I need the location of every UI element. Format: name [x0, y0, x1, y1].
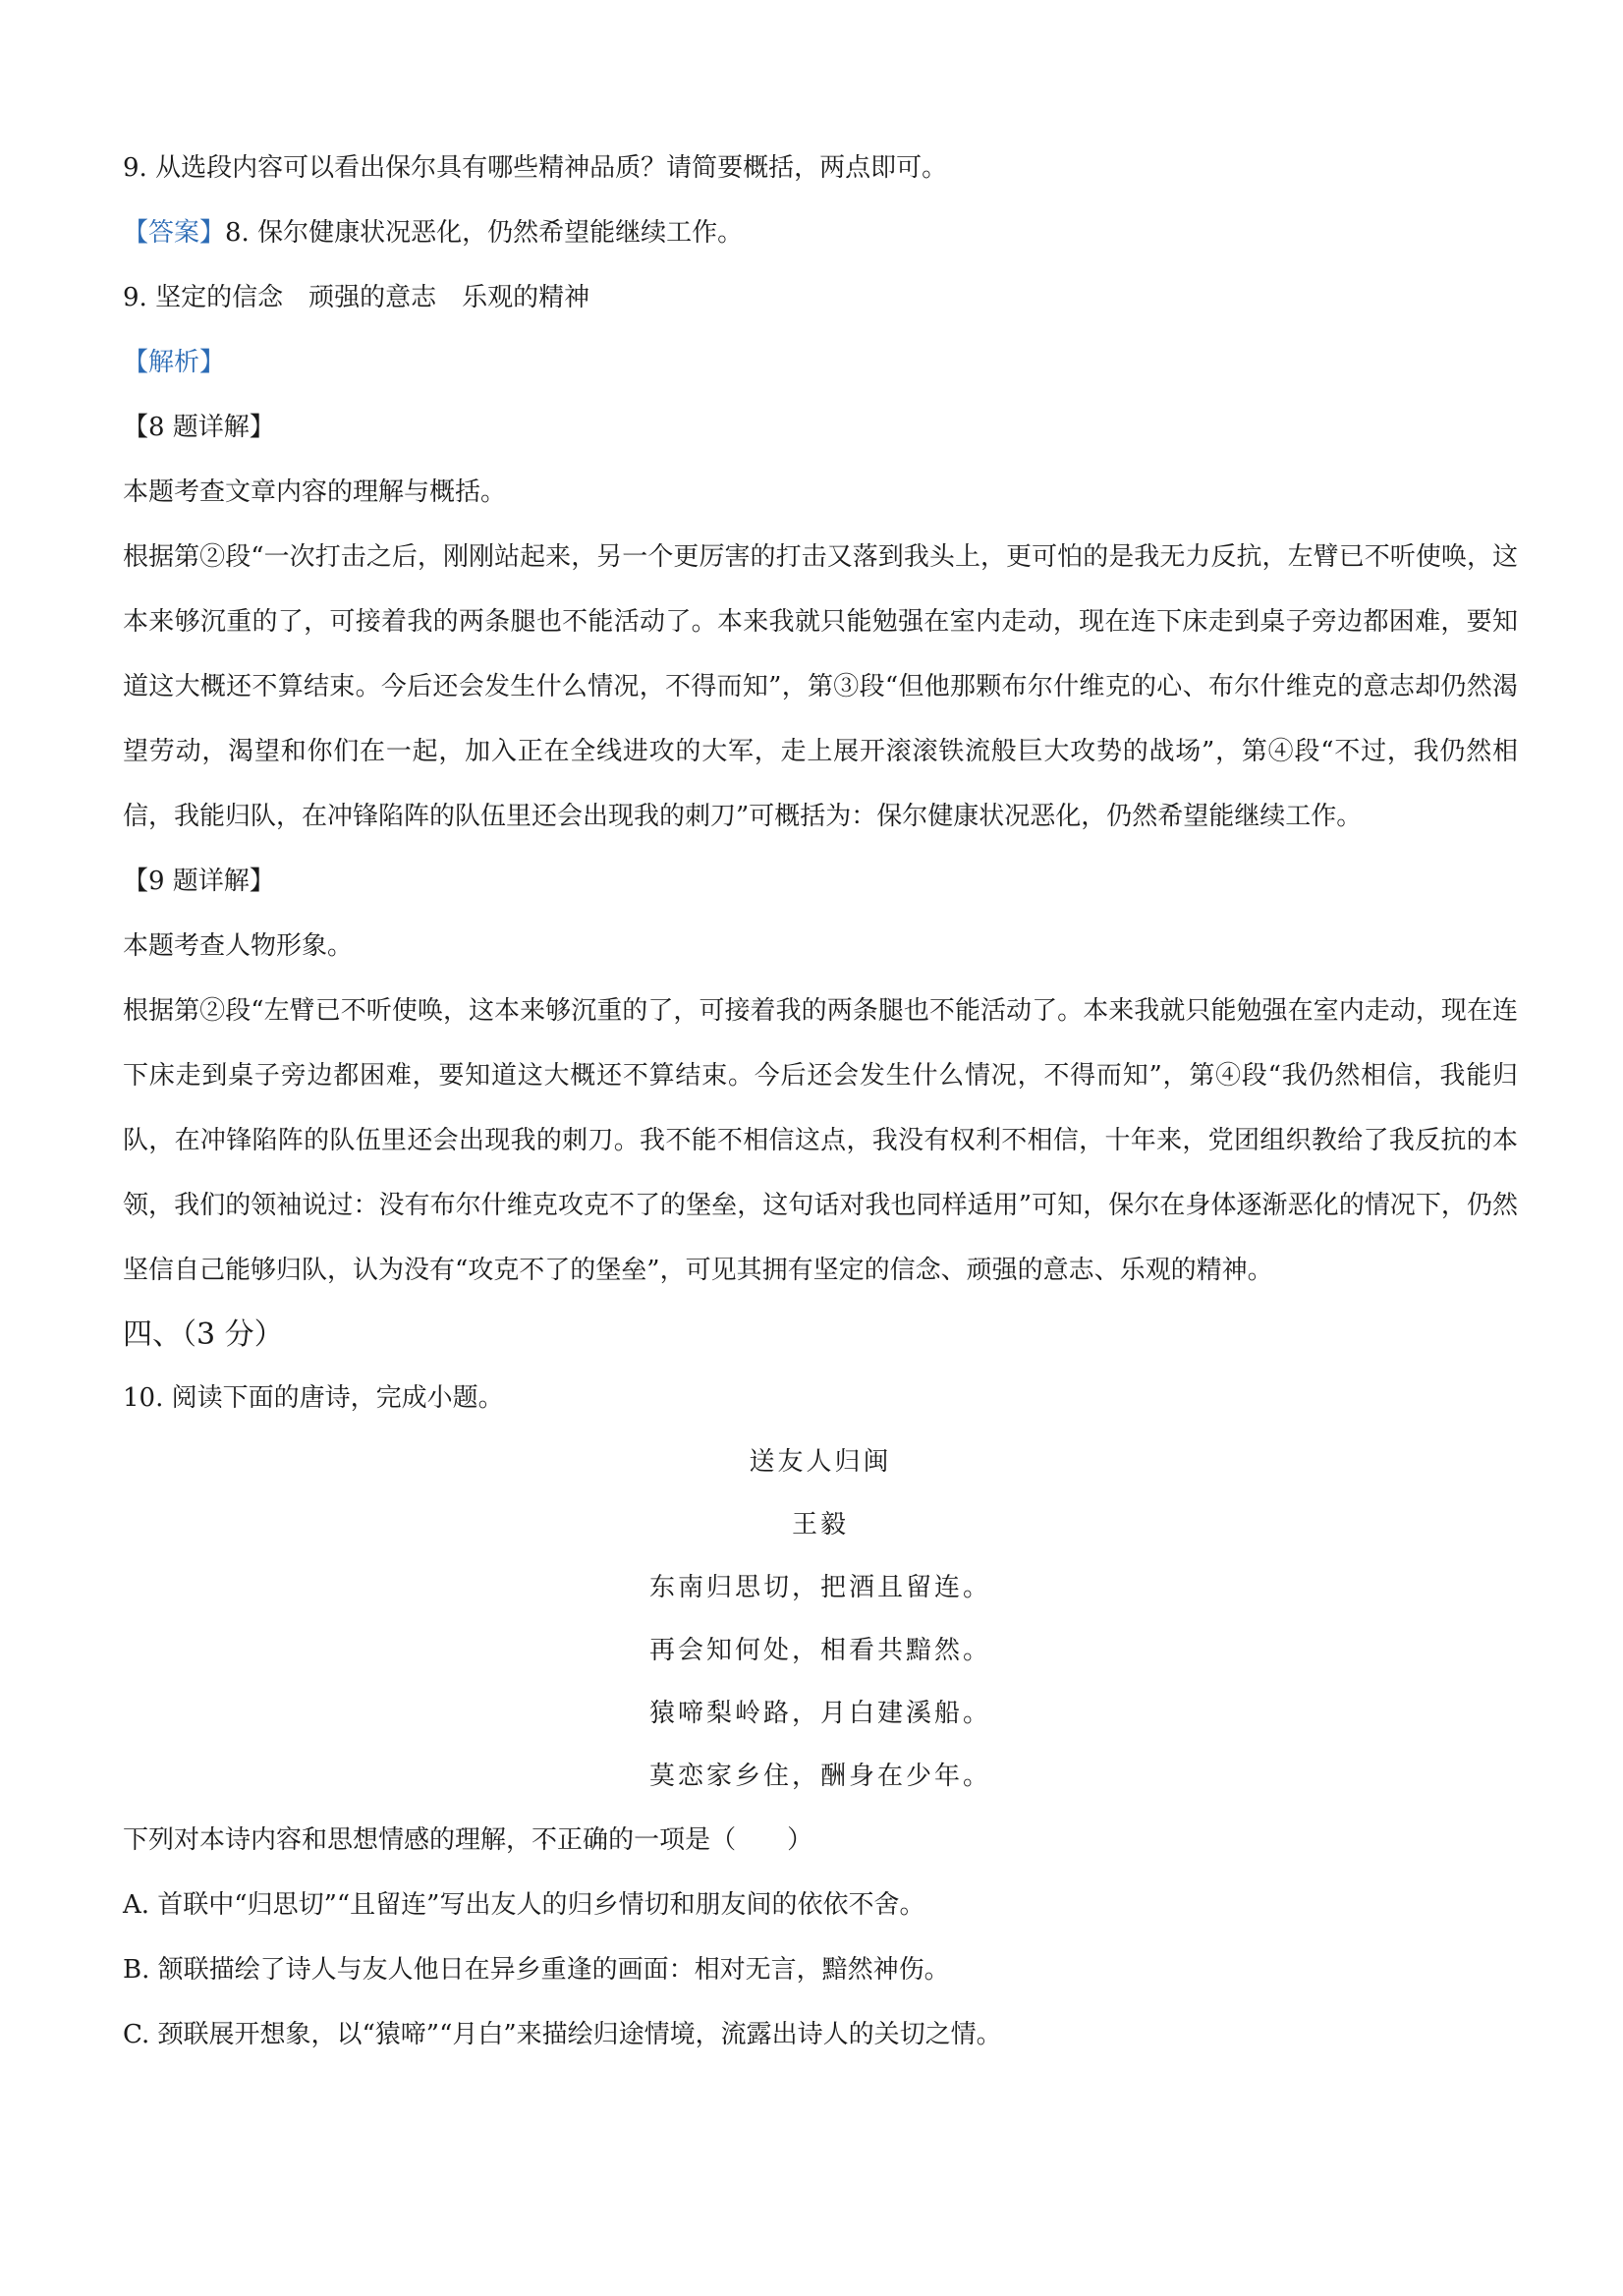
poem-title: 送友人归闽: [749, 1447, 892, 1477]
poem: [123, 1430, 1518, 1808]
question-9: 9. 从选段内容可以看出保尔具有哪些精神品质？请简要概括，两点即可。: [123, 153, 948, 183]
question-emphasis: [532, 1825, 608, 1855]
emphasis-char: 正 ·: [557, 1825, 583, 1855]
option-a: A. 首联中“归思切”“且留连”写出友人的归乡情切和朋友间的依依不舍。: [123, 1890, 925, 1920]
question-stem-before: 下列对本诗内容和思想情感的理解，: [123, 1825, 532, 1855]
analysis-tag: 【解析】: [123, 348, 226, 377]
answer-tag: 【答案】: [123, 218, 226, 248]
section-4-heading: 四、（3 分）: [123, 1317, 284, 1352]
option-b: B. 颔联描绘了诗人与友人他日在异乡重逢的画面：相对无言，黯然神伤。: [123, 1955, 950, 1985]
poem-line: 莫恋家乡住，酬身在少年。: [648, 1762, 991, 1791]
poem-author: 王毅: [791, 1510, 849, 1540]
detail-9-body: 根据第②段“左臂已不听使唤，这本来够沉重的了，可接着我的两条腿也不能活动了。本来我就只能勉强在室内走动，现在连下床走到桌子旁边都困难，要知道这大概还不算结束。今后还会发生什么情况，不得而知”，第④段“我仍然相信，我能归队，在冲锋陷阵的队伍里还会出现我的刺刀。我不能不相信这点，我没有权利不相信，十年来，党团组织教给了我反抗的本领，我们的领袖说过：没有布尔什维克攻克不了的堡垒，这句话对我也同样适用”可知，保尔在身体逐渐恶化的情况下，仍然坚信自己能够归队，认为没有“攻克不了的堡垒”，可见其拥有坚定的信念、顽强的意志、乐观的精神。: [123, 996, 1518, 1285]
option-c: C. 颈联展开想象，以“猿啼”“月白”来描绘归途情境，流露出诗人的关切之情。: [123, 2020, 1002, 2049]
answer-9: 9. 坚定的信念 顽强的意志 乐观的精神: [123, 283, 590, 312]
detail-8-title: 【8 题详解】: [123, 413, 275, 442]
question-stem-after: 的一项是（ ）: [608, 1825, 813, 1855]
poem-line: 东南归思切，把酒且留连。: [648, 1573, 991, 1602]
question-10: 10. 阅读下面的唐诗，完成小题。: [123, 1383, 504, 1413]
emphasis-char: 确 ·: [583, 1825, 608, 1855]
detail-9-title: 【9 题详解】: [123, 867, 275, 896]
detail-8-intro: 本题考查文章内容的理解与概括。: [123, 477, 507, 507]
answer-8: [123, 200, 1518, 265]
answer-8-text: 8. 保尔健康状况恶化，仍然希望能继续工作。: [225, 218, 744, 248]
emphasis-char: 不 ·: [532, 1825, 557, 1855]
detail-8-body: 根据第②段“一次打击之后，刚刚站起来，另一个更厉害的打击又落到我头上，更可怕的是我无力反抗，左臂已不听使唤，这本来够沉重的了，可接着我的两条腿也不能活动了。本来我就只能勉强在室内走动，现在连下床走到桌子旁边都困难，要知道这大概还不算结束。今后还会发生什么情况，不得而知”，第③段“但他那颗布尔什维克的心、布尔什维克的意志却仍然渴望劳动，渴望和你们在一起，加入正在全线进攻的大军，走上展开滚滚铁流般巨大攻势的战场”，第④段“不过，我仍然相信，我能归队，在冲锋陷阵的队伍里还会出现我的刺刀”可概括为：保尔健康状况恶化，仍然希望能继续工作。: [123, 542, 1518, 831]
document-page: [123, 136, 1518, 2067]
poem-line: 猿啼梨岭路，月白建溪船。: [648, 1699, 991, 1728]
detail-9-intro: 本题考查人物形象。: [123, 931, 354, 961]
poem-line: 再会知何处，相看共黯然。: [648, 1636, 991, 1665]
question-stem: [123, 1808, 1518, 1873]
